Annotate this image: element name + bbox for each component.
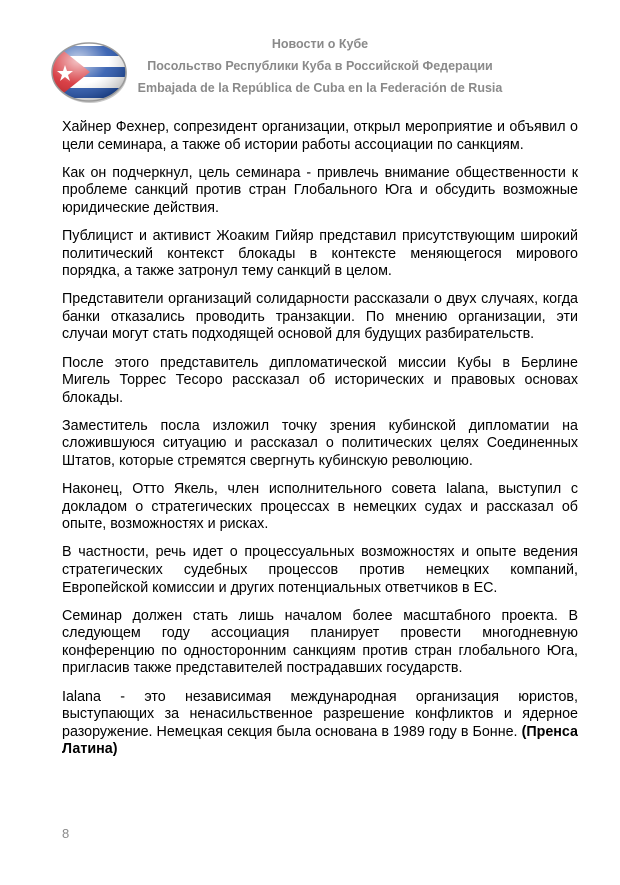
cuban-flag-logo-icon	[50, 40, 128, 104]
header-text	[130, 33, 510, 99]
header-embassy-ru: Посольство Республики Куба в Российской Федерации	[147, 59, 493, 73]
last-paragraph	[62, 689, 578, 759]
paragraph: Как он подчеркнул, цель семинара - привлечь внимание общественности к проблеме санкций против стран Глобального Юга и обсудить возможные юридические действия.	[62, 164, 578, 216]
paragraph: Хайнер Фехнер, сопрезидент организации, открыл мероприятие и объявил о цели семинара, а также об истории работы ассоциации по санкциям.	[62, 119, 578, 153]
source-attribution: (Пренса Латина)	[62, 723, 578, 758]
paragraph: Наконец, Отто Якель, член исполнительного совета Ialana, выступил с докладом о стратегических процессах в немецких судах и рассказал об опыте, возможностях и рисках.	[62, 481, 578, 533]
header-embassy-es: Embajada de la República de Cuba en la Federación de Rusia	[137, 81, 503, 95]
last-paragraph-text: Ialana - это независимая международная организация юристов, выступающих за ненасильственное разрешение конфликтов и ядерное разоружение. Немецкая секция была основана в 1989 году в Бонне.	[62, 688, 578, 740]
page-header	[0, 0, 620, 110]
paragraph: Заместитель посла изложил точку зрения кубинской дипломатии на сложившуюся ситуацию и рассказал о политических целях Соединенных Штатов, которые стремятся свергнуть кубинскую революцию.	[62, 417, 578, 469]
paragraph: После этого представитель дипломатической миссии Кубы в Берлине Мигель Торрес Тесоро рассказал об исторических и правовых основах блокады.	[62, 354, 578, 406]
paragraph: Представители организаций солидарности рассказали о двух случаях, когда банки отказались проводить транзакции. По мнению организации, эти случаи могут стать подходящей основой для будущих разбирательств.	[62, 291, 578, 343]
article-body	[62, 119, 578, 769]
paragraph: Семинар должен стать лишь началом более масштабного проекта. В следующем году ассоциация планирует провести многодневную конференцию по односторонним санкциям против стран глобального Юга, пригласив также представителей пострадавших государств.	[62, 607, 578, 677]
paragraph: Публицист и активист Жоаким Гийяр представил присутствующим широкий политический контекст блокады в контексте меняющегося мирового порядка, а также затронул тему санкций в целом.	[62, 227, 578, 280]
header-title: Новости о Кубе	[271, 37, 369, 51]
paragraph: В частности, речь идет о процессуальных возможностях и опыте ведения стратегических судебных процессов против немецких компаний, Европейской комиссии и других потенциальных ответчиков в ЕС.	[62, 544, 578, 596]
page-number: 8	[62, 826, 70, 841]
